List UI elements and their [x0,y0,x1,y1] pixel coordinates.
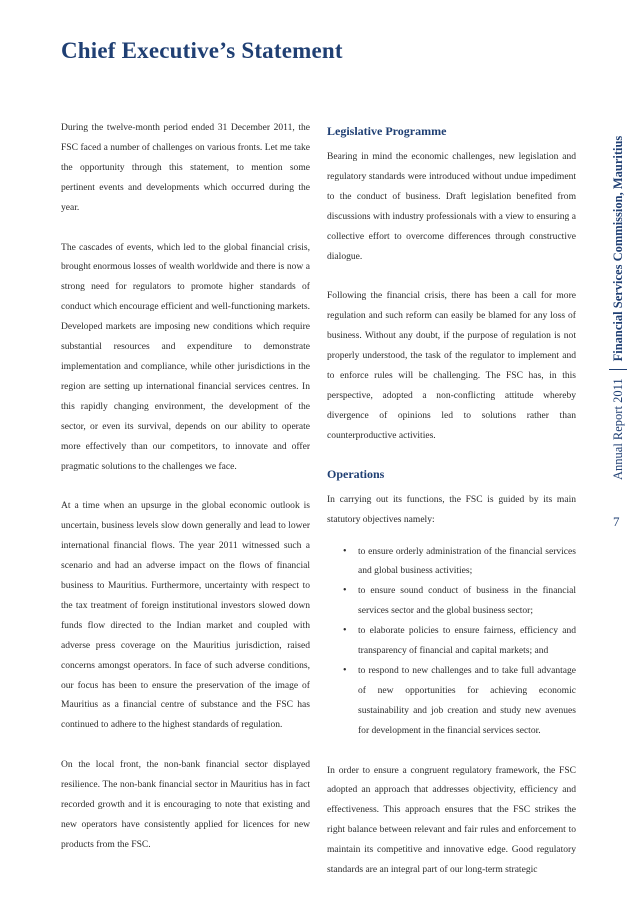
regulation-paragraph: Following the financial crisis, there has been a call for more regulation and such reform can easily be blamed for any loss of business. Without any doubt, if the purpose of regulation is not properly understood, the task of the regulator to implement and to enforce rules will be challenging. The FSC has, in this perspective, adopted a non-conflicting attitude whereby divergence of opinions led to solutions rather than counterproductive activities. [327,290,576,441]
list-item: • to elaborate policies to ensure fairness, efficiency and transparency of financial and capital markets; and [358,621,576,661]
sidebar-divider [609,369,627,370]
outlook-paragraph: At a time when an upsurge in the global economic outlook is uncertain, business levels slow down generally and lead to lower international financial flows. The year 2011 witnessed such a scenario and had an adverse impact on the flows of financial business to Mauritius. Furthermore, uncertainty with respect to the tax treatment of foreign institutional investors slowed down funds flow directed to the Indian market and coupled with adverse press coverage on the Mauritius jurisdiction, raised concerns amongst operators. In face of such adverse conditions, our focus has been to ensure the preservation of the image of Mauritius as a financial centre of substance and the FSC has continued to adhere to the highest standards of regulation. [61,500,310,731]
right-column [327,123,576,880]
list-item: • to ensure orderly administration of the financial services and global business activities; [358,542,576,582]
operations-heading: Operations [327,466,385,481]
list-item: • to respond to new challenges and to take full advantage of new opportunities for achieving economic sustainability and job creation and study new avenues for development in the financial services sector. [358,661,576,741]
objectives-list [327,542,576,741]
legislative-paragraph: Bearing in mind the economic challenges, new legislation and regulatory standards were introduced without undue impediment to the conduct of business. Draft legislation benefited from discussions with industry professionals with a view to ensuring a collective effort to overcome differences through constructive dialogue. [327,151,576,262]
framework-paragraph: In order to ensure a congruent regulatory framework, the FSC adopted an approach that addresses objectivity, efficiency and effectiveness. This approach ensures that the FSC strikes the right balance between relevant and fair rules and enforcement to maintain its competitive and innovative edge. Good regulatory standards are an integral part of our long-term strategic [327,764,576,876]
report-label: Annual Report 2011 [610,378,625,480]
operations-intro: In carrying out its functions, the FSC is guided by its main statutory objectives namely: [327,493,576,525]
page-number: 7 [613,514,620,529]
page-title: Chief Executive’s Statement [61,38,343,63]
running-header-sidebar [604,118,632,508]
local-front-paragraph: On the local front, the non-bank financial sector displayed resilience. The non-bank financial sector in Mauritius has in fact recorded growth and it is encouraging to note that existing and new operators have consistently applied for licences for new products from the FSC. [61,759,310,850]
intro-paragraph: During the twelve-month period ended 31 December 2011, the FSC faced a number of challenges on various fronts. Let me take the opportunity through this statement, to mention some pertinent events and developments which occurred during the year. [61,122,310,213]
list-item: • to ensure sound conduct of business in the financial services sector and the global business sector; [358,581,576,621]
crisis-paragraph: The cascades of events, which led to the global financial crisis, brought enormous losses of wealth worldwide and there is now a strong need for regulators to promote higher standards of conduct which encourage efficient and well-functioning markets. Developed markets are imposing new conditions which require substantial resources and expenditure to demonstrate implementation and compliance, while other jurisdictions in the region are setting up international financial services centres. In this rapidly changing environment, the development of the sector, or even its survival, depends on our ability to operate more effectively than our competitors, to innovate and offer pragmatic solutions to the challenges we face. [61,241,310,472]
legislative-heading: Legislative Programme [327,124,447,138]
organisation-label: Financial Services Commission, Mauritius [610,135,625,362]
left-column [61,118,310,855]
